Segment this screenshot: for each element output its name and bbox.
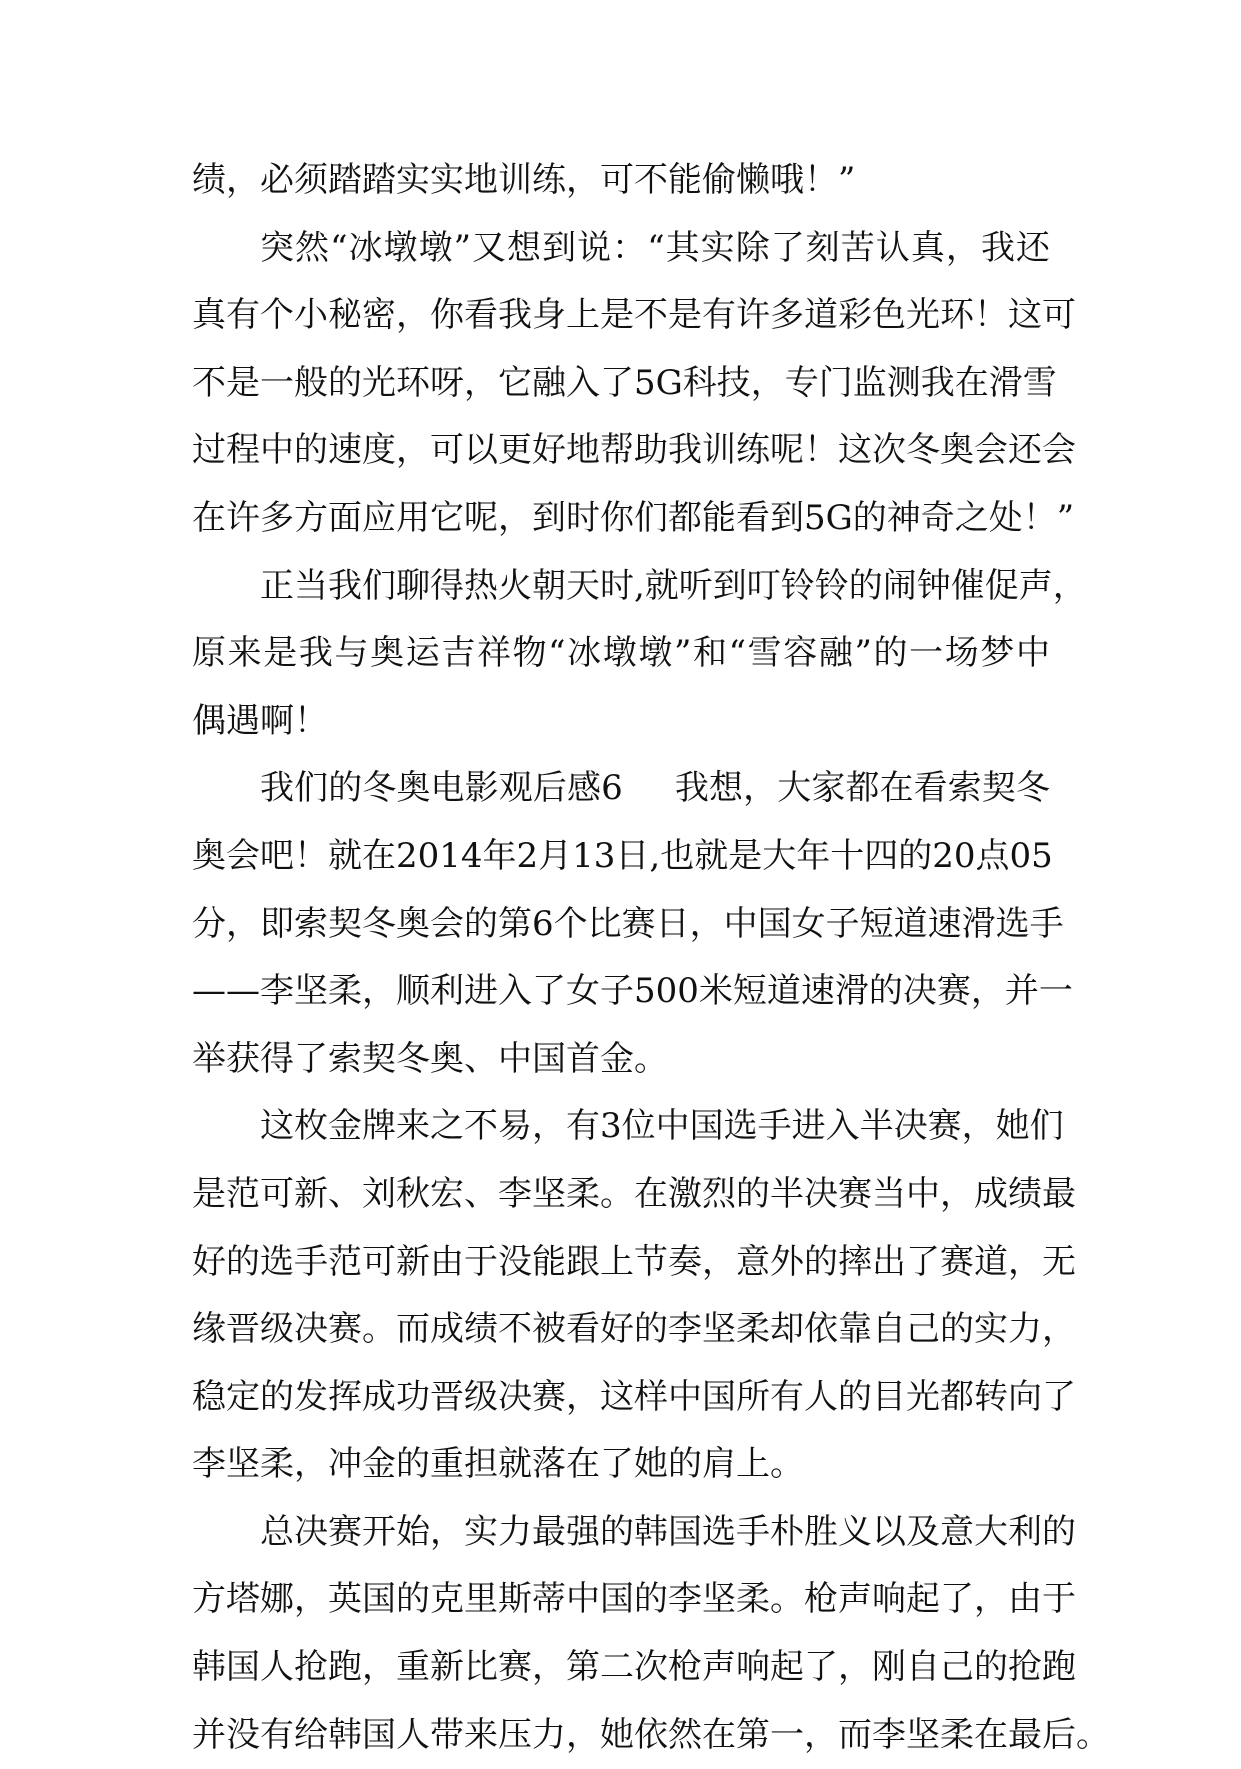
text-line: 并没有给韩国人带来压力，她依然在第一，而李坚柔在最后。 <box>192 1714 1110 1755</box>
text-line: 举获得了索契冬奥、中国首金。 <box>192 1038 668 1079</box>
text-line: 缘晋级决赛。而成绩不被看好的李坚柔却依靠自己的实力， <box>192 1309 1076 1350</box>
text-line: 分，即索契冬奥会的第6个比赛日，中国女子短道速滑选手 <box>192 903 1064 944</box>
text-line: 不是一般的光环呀，它融入了5G科技，专门监测我在滑雪 <box>192 362 1057 403</box>
text-line: 原来是我与奥运吉祥物“冰墩墩”和“雪容融”的一场梦中 <box>192 633 1050 674</box>
document-body <box>192 147 1110 1769</box>
text-line: 奥会吧！就在2014年2月13日,也就是大年十四的20点05 <box>192 835 1053 876</box>
article-title: 我们的冬奥电影观后感6 <box>260 768 623 809</box>
text-line: 真有个小秘密，你看我身上是不是有许多道彩色光环！这可 <box>192 295 1076 336</box>
text-line: 方塔娜，英国的克里斯蒂中国的李坚柔。枪声响起了，由于 <box>192 1579 1076 1620</box>
article-title-line <box>192 755 1050 823</box>
text-line: 是范可新、刘秋宏、李坚柔。在激烈的半决赛当中，成绩最 <box>192 1173 1076 1214</box>
text-line: 李坚柔，冲金的重担就落在了她的肩上。 <box>192 1444 804 1485</box>
text-line: 偶遇啊！ <box>192 700 328 741</box>
text-line: 在许多方面应用它呢，到时你们都能看到5G的神奇之处！” <box>192 497 1075 538</box>
article-intro: 我想，大家都在看索契冬 <box>674 768 1051 809</box>
text-line: 绩，必须踏踏实实地训练，可不能偷懒哦！” <box>192 160 856 200</box>
paragraph-start-line: 正当我们聊得热火朝天时,就听到叮铃铃的闹钟催促声， <box>260 565 1087 606</box>
paragraph-start-line: 突然“冰墩墩”又想到说：“其实除了刻苦认真，我还 <box>260 227 1050 268</box>
text-line: 稳定的发挥成功晋级决赛，这样中国所有人的目光都转向了 <box>192 1376 1076 1417</box>
paragraph-start-line: 这枚金牌来之不易，有3位中国选手进入半决赛，她们 <box>260 1106 1064 1147</box>
text-line: 韩国人抢跑，重新比赛，第二次枪声响起了，刚自己的抢跑 <box>192 1647 1076 1688</box>
text-line: ——李坚柔，顺利进入了女子500米短道速滑的决赛，并一 <box>192 971 1073 1012</box>
paragraph-start-line: 总决赛开始，实力最强的韩国选手朴胜义以及意大利的 <box>260 1511 1076 1552</box>
text-line: 好的选手范可新由于没能跟上节奏，意外的摔出了赛道，无 <box>192 1241 1076 1282</box>
text-line: 过程中的速度，可以更好地帮助我训练呢！这次冬奥会还会 <box>192 430 1076 471</box>
